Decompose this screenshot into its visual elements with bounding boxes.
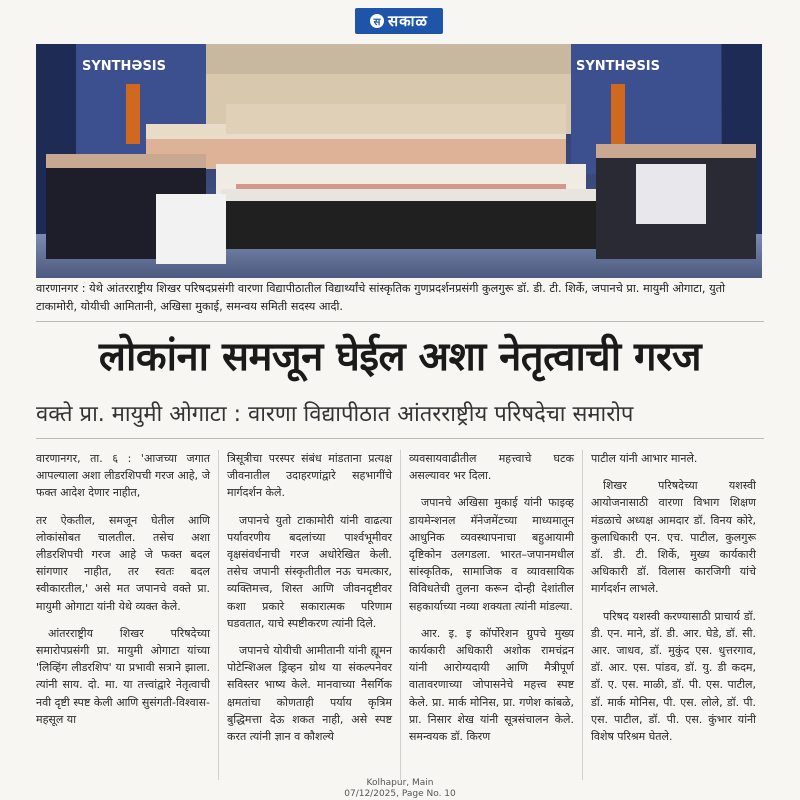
page-footer: [0, 778, 800, 800]
photo-caption: वारणानगर : येथे आंतरराष्ट्रीय शिखर परिषदप्रसंगी वारणा विद्यापीठातील विद्यार्थ्यांचे सांस्कृतिक गुणप्रदर्शनप्रसंगी कुलगुरू डॉ. डी. टी. शिर्के, जपानचे प्रा. मायुमी ओगाटा, युतो टाकामोरी, योयीची आमितानी, अखिसा मुकाई, समन्वय समिती सदस्य आदी.: [36, 280, 764, 322]
article-paragraph: पाटील यांनी आभार मानले.: [591, 452, 698, 465]
crowd-front-row: [221, 189, 601, 249]
subheadline: वक्ते प्रा. मायुमी ओगाटा : वारणा विद्यापीठात आंतरराष्ट्रीय परिषदेचा समारोप: [36, 398, 764, 439]
logo-mark-icon: स: [370, 14, 384, 28]
article-paragraph: जपानचे युतो टाकामोरी यांनी वाढत्या पर्यावरणीय बदलांच्या पार्श्वभूमीवर वृक्षसंवर्धनाची गरज अधोरेखित केली. तसेच जपानी संस्कृतीतील नऊ चमत्कार, व्यक्तिमत्त्व, शिस्त आणि जीवनदृष्टीवर कशा प्रकारे सकारात्मक परिणाम घडवतात, याचे स्पष्टीकरण त्यांनी दिले.: [227, 513, 392, 630]
footer-edition: Kolhapur, Main: [366, 778, 434, 788]
article-paragraph: जपानचे अखिसा मुकाई यांनी फाइव्ह डायमेन्शनल मॅनेजमेंटच्या माध्यमातून आधुनिक व्यवस्थापनाचा बहुआयामी दृष्टिकोन उलगडला. भारत–जपानमधील सांस्कृतिक, सामाजिक व व्यावसायिक विविधतेची तुलना करून दोन्ही देशांतील सहकार्याच्या नव्या शक्यता त्यांनी मांडल्या.: [409, 496, 574, 613]
crowd-left-group: [46, 154, 226, 264]
article-column-3: [400, 450, 582, 780]
article-paragraph: त्रिसूत्रीचा परस्पर संबंध मांडताना प्रत्यक्ष जीवनातील उदाहरणांद्वारे सहभागींचे मार्गदर्शन केले.: [227, 452, 392, 500]
article-paragraph: शिखर परिषदेच्या यशस्वी आयोजनासाठी वारणा विभाग शिक्षण मंडळाचे अध्यक्ष आमदार डॉ. विनय कोरे, कुलाधिकारी एन. एच. पाटील, कुलगुरू डॉ. डी. टी. शिर्के, मुख्य कार्यकारी अधिकारी डॉ. विलास कारजिगी यांचे मार्गदर्शन लाभले.: [591, 479, 756, 596]
banner-right-text: SYNTHƏSIS: [576, 59, 661, 74]
logo-text: सकाळ: [388, 12, 428, 30]
footer-date-page: 07/12/2025, Page No. 10: [344, 789, 456, 799]
article-paragraph: परिषद यशस्वी करण्यासाठी प्राचार्य डॉ. डी. एन. माने, डॉ. डी. आर. घेडे, डॉ. सी. आर. जाधव, डॉ. मुकुंद एस. धुत्तरगाव, डॉ. आर. एस. पांडव, डॉ. यु. डी कदम, डॉ. ए. एस. माळी, डॉ. पी. एस. पाटील, डॉ. मार्क मोनिस, पी. एस. लोले, डॉ. पी. एस. पाटील, डॉ. पी. एस. कुंभार यांनी विशेष परिश्रम घेतले.: [591, 609, 756, 744]
banner-left-text: SYNTHƏSIS: [82, 59, 167, 74]
headline: लोकांना समजून घेईल अशा नेतृत्वाची गरज: [98, 334, 702, 380]
article-paragraph: जपानचे योयीची आमीतानी यांनी ह्यूमन पोटेन्शिअल ड्रिव्हन ग्रोथ या संकल्पनेवर सविस्तर भाष्य केले. मानवाच्या नैसर्गिक क्षमतांचा कोणताही पर्याय कृत्रिम बुद्धिमत्ता देऊ शकत नाही, असे स्पष्ट करत त्यांनी ज्ञान व कौशल्ये: [227, 644, 392, 744]
masthead-logo: [355, 8, 443, 34]
article-column-2: [218, 450, 400, 780]
crowd-right-group: [596, 144, 756, 259]
article-column-4: [582, 450, 764, 780]
article-paragraph: तर ऐकतील, समजून घेतील आणि लोकांसोबत चालतील. तसेच अशा लीडरशिपची गरज आहे जे फक्त बदल सांगणार नाहीत, तर स्वतः बदल स्वीकारतील,' असे मत जपानचे वक्ते प्रा. मायुमी ओगाटा यांनी येथे व्यक्त केले.: [36, 513, 210, 613]
article-paragraph: आर. इ. इ कॉर्पोरेशन ग्रुपचे मुख्य कार्यकारी अधिकारी अशोक रामचंद्रन यांनी आरोग्यदायी आणि मैत्रीपूर्ण वातावरणाच्या जोपासनेचे महत्त्व स्पष्ट केले. प्रा. मार्क मोनिस, प्रा. गणेश कांबळे, प्रा. निसार शेख यांनी सूत्रसंचालन केले. समन्वयक डॉ. किरण: [409, 626, 574, 744]
group-photo: [36, 44, 762, 278]
group-photo-illustration: [36, 44, 762, 278]
article-paragraph: वारणानगर, ता. ६ : 'आजच्या जगात आपल्याला अशा लीडरशिपची गरज आहे, जे फक्त आदेश देणार नाहीत,: [36, 452, 210, 500]
article-column-1: [36, 450, 218, 780]
article-paragraph: आंतरराष्ट्रीय शिखर परिषदेच्या समारोपप्रसंगी प्रा. मायुमी ओगाटा यांच्या 'लिव्हिंग लीडरशिप' या प्रभावी सत्राने झाला. त्यांनी साय. दो. मा. या तत्त्वांद्वारे नेतृत्वाची नवी दृष्टी स्पष्ट केली आणि सुसंगती-विश्वास-महसूल या: [36, 626, 210, 726]
article-paragraph: व्यवसायवाढीतील महत्त्वाचे घटक असल्यावर भर दिला.: [409, 452, 574, 483]
article-columns: [36, 450, 764, 780]
